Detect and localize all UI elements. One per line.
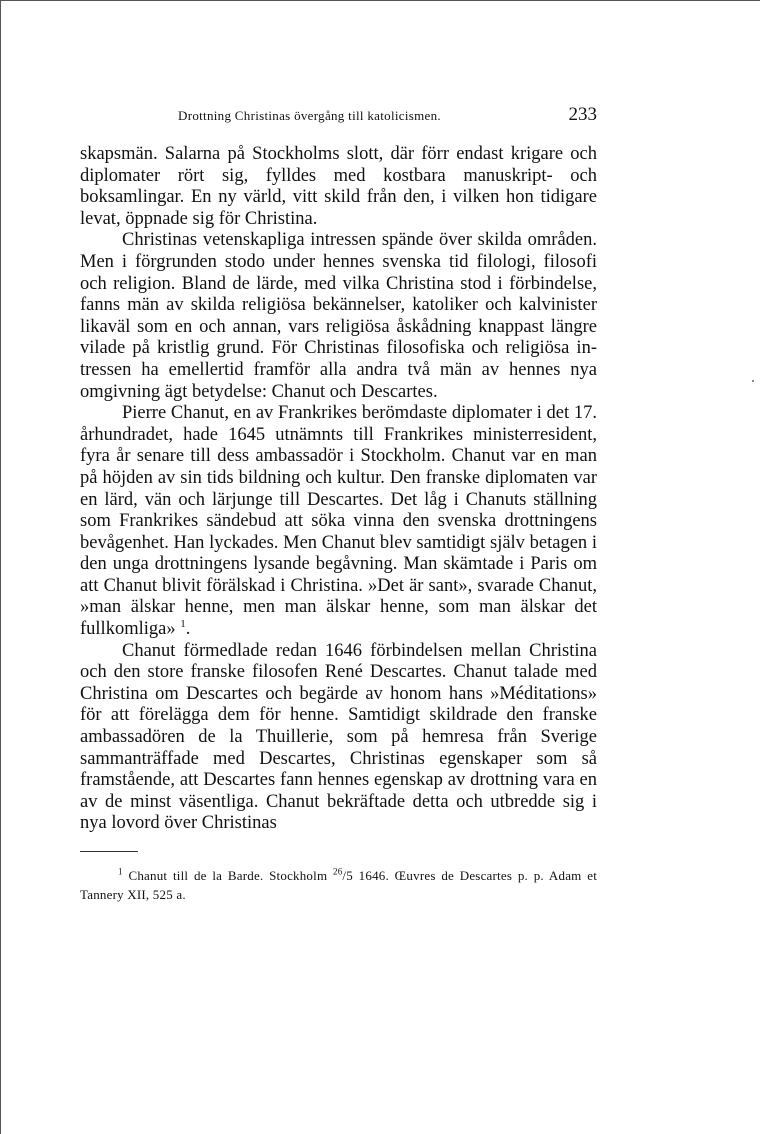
running-title: Drottning Christinas övergång till katolicismen. [178, 108, 441, 123]
paragraph-1: skapsmän. Salarna på Stockholms slott, där förr endast krigare och diplomater rört sig, fylldes med kostbara manuskript- och boksamlingar. En ny värld, vitt skild från den, i vilken hon tidigare levat, öppnade sig för Christina. [80, 144, 597, 229]
paragraph-4: Chanut förmedlade redan 1646 förbindelsen mellan Christina och den store franske filosofen René Descartes. Chanut talade med Christina om Descartes och begärde av honom hans »Méditations» för att förelägga dem för henne. Samtidigt skildrade den franske ambassadören de la Thuillerie, som på hemresa från Sverige sammanträffade med Descartes, Christinas egenskaper som så framstående, att Descartes fann hennes egenskap av drottning vara en av de minst väsentliga. Chanut bekräftade detta och utbredde sig i nya lovord över Christinas [80, 640, 597, 834]
book-page [80, 104, 597, 904]
footnote-divider [80, 851, 138, 852]
footnote-date-superscript: 26 [333, 866, 343, 877]
page-number: 233 [568, 104, 597, 125]
footnote-reference: 1 [180, 617, 186, 630]
footnote-number: 1 [118, 866, 123, 877]
page-header [80, 104, 597, 144]
footnote-text-b: /5 1646. Œuvres de Descartes p. p. Adam et Tannery XII, 525 a. [80, 868, 597, 902]
scan-left-edge [0, 0, 1, 1134]
paragraph-3-end: . [185, 619, 191, 640]
scan-top-edge [0, 0, 760, 1]
footnote [80, 867, 597, 904]
scan-speck [752, 380, 754, 382]
footnote-text-a: Chanut till de la Barde. Stockholm [128, 868, 328, 883]
paragraph-3 [80, 403, 597, 641]
paragraph-2: Christinas vetenskapliga intressen spände över skilda områden. Men i förgrunden stodo under hennes svenska tid filologi, filosofi och religion. Bland de lärde, med vilka Christina stod i förbindelse, fanns män av skilda religiösa bekännelser, katoliker och kalvinister likaväl som en och annan, vars religiösa åskådning knappast längre vilade på kristlig grund. För Christinas filosofiska och religiösa intressen ha emellertid framför alla andra två män av hennes nya omgivning ägt betydelse: Chanut och Descartes. [80, 230, 597, 402]
paragraph-3-text: Pierre Chanut, en av Frankrikes berömdaste diplomater i det 17. århundradet, hade 1645 utnämnts till Frankrikes ministerresident, fyra år senare till dess ambassadör i Stockholm. Chanut var en man på höjden av sin tids bildning och kultur. Den franske diplomaten var en lärd, vän och lärjunge till Descartes. Det låg i Chanuts ställning som Frankrikes sändebud att söka vinna den svenska drottningens bevågenhet. Han lyckades. Men Chanut blev samtidigt själv betagen i den unga drottningens lysande begåvning. Man skämtade i Paris om att Chanut blivit förälskad i Christina. »Det är sant», svarade Chanut, »man älskar henne, men man älskar henne, som man älskar det fullkomliga» [80, 403, 597, 640]
body-text [80, 144, 597, 835]
